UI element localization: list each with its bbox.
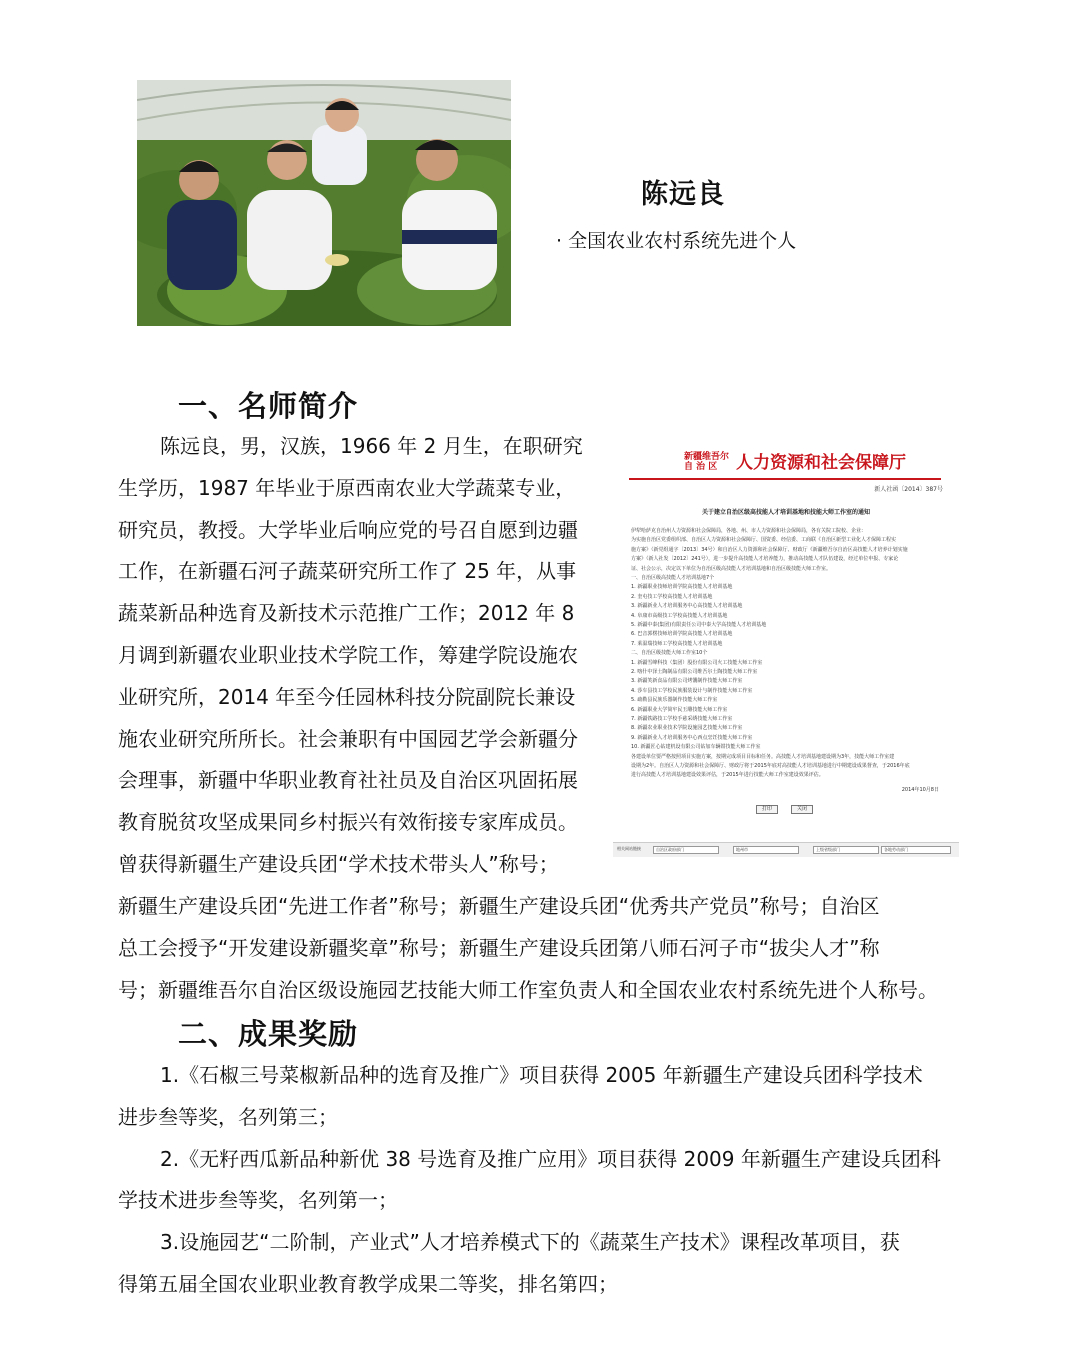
award-line: 进步叁等奖，名列第三；: [118, 1104, 338, 1129]
intro-paragraph: [118, 426, 604, 886]
intro-line: 会理事，新疆中华职业教育社社员及自治区巩固拓展: [118, 768, 578, 793]
notice-date: 2014年10月8日: [901, 787, 939, 793]
profile-photo: [137, 80, 511, 326]
intro-line: 业研究所，2014 年至今任园林科技分院副院长兼设: [118, 684, 576, 709]
notice-print-button[interactable]: 打印: [756, 805, 778, 814]
notice-body-line: 7. 莱温瑞技师工学校高技能人才培训基地: [631, 640, 723, 647]
intro-line: 总工会授予“开发建设新疆奖章”称号；新疆生产建设兵团第八师石河子市“拔尖人才”称: [118, 935, 880, 960]
notice-body-line: 2. 奎屯技工学校高技能人才培训基地: [631, 593, 713, 600]
notice-body-line: 8. 新疆农业职业技术学院设施园艺技能大师工作室: [631, 725, 743, 732]
notice-body-line: 施方案》（新党组通字〔2013〕34号）和自治区人力资源和社会保障厅、财政厅《新疆维吾尔自治区高技能人才培养计划实施: [631, 546, 908, 553]
greenhouse-photo-illustration: [137, 80, 511, 326]
section-heading-intro: 一、名师简介: [178, 389, 359, 423]
intro-line: 号；新疆维吾尔自治区级设施园艺技能大师工作室负责人和全国农业农村系统先进个人称号。: [118, 977, 938, 1002]
notice-link-label: 相关网站链接: [617, 846, 641, 851]
notice-body-line: 为实施自治区党委组织部、自治区人力资源和社会保障厅、国资委、经信委、工商联《自治区新型工业化人才保障工程实: [631, 537, 897, 544]
notice-doc-title: 关于建立自治区级高技能人才培训基地和技能大师工作室的通知: [701, 509, 870, 516]
intro-line: 研究员，教授。大学毕业后响应党的号召自愿到边疆: [118, 517, 578, 542]
intro-line: 工作，在新疆石河子蔬菜研究所工作了 25 年，从事: [118, 559, 577, 584]
notice-body-line: 各建设单位要严格按照项目实施方案，按期完成项目目标和任务。高技能人才培训基地建设期为3年，技能大师工作室建: [631, 753, 895, 760]
notice-select[interactable]: 地州市: [733, 846, 799, 854]
notice-body-line: 3. 新疆新业人才培训服务中心高技能人才培训基地: [631, 603, 743, 610]
notice-close-button[interactable]: 关闭: [791, 805, 813, 814]
intro-line: 蔬菜新品种选育及新技术示范推广工作；2012 年 8: [118, 601, 575, 626]
notice-red-rule: [629, 478, 941, 480]
notice-body-line: 10. 新疆匠心钻建机设有限公司钻加车辆钳技能大师工作室: [631, 744, 761, 751]
award-line: 2.《无籽西瓜新品种新优 38 号选育及推广应用》项目获得 2009 年新疆生产建设兵团科: [160, 1146, 941, 1171]
notice-body-line: 5. 疏勒县民族乐器制作技能大师工作室: [631, 697, 718, 704]
notice-body-line: 设期为2年。自治区人力资源和社会保障厅、财政厅将于2015年底对高技能人才培训基地进行中期建设成果督查，于2016年底: [631, 763, 910, 769]
awards-list: [118, 1055, 968, 1306]
award-line: 得第五届全国农业职业教育教学成果二等奖，排名第四；: [118, 1271, 618, 1296]
notice-body-line: 证、社会公示，决定以下单位为自治区级高技能人才培训基地和自治区级技能大师工作室。: [631, 565, 832, 572]
intro-line: 月调到新疆农业职业技术学院工作，筹建学院设施农: [118, 642, 578, 667]
intro-line: 陈远良，男，汉族，1966 年 2 月生，在职研究: [160, 434, 583, 458]
award-line: 3.设施园艺“二阶制，产业式”人才培养模式下的《蔬菜生产技术》课程改革项目，获: [160, 1230, 900, 1255]
section-heading-awards: 二、成果奖励: [178, 1017, 359, 1051]
intro-paragraph-continued: [118, 886, 968, 1011]
notice-select[interactable]: 自治区政府部门: [653, 846, 719, 854]
award-line: 学技术进步叁等奖，名列第一；: [118, 1188, 398, 1213]
notice-header-region: [684, 452, 729, 472]
notice-header-title: 人力资源和社会保障厅: [736, 453, 906, 473]
government-notice-image: [613, 432, 959, 860]
notice-body-line: 3. 新疆笑新食品有限公司烤馕制作技能大师工作室: [631, 678, 743, 685]
notice-body-line: 一、自治区级高技能人才培训基地7个: [631, 575, 715, 581]
intro-line: 曾获得新疆生产建设兵团“学术技术带头人”称号；: [118, 851, 559, 876]
notice-body-line: 9. 新疆新业人才培训服务中心西点烹饪技能大师工作室: [631, 734, 753, 741]
notice-select[interactable]: 上级省级部门: [813, 846, 879, 854]
intro-line: 施农业研究所所长。社会兼职有中国园艺学会新疆分: [118, 726, 578, 751]
notice-header-small-1: 新疆维吾尔: [684, 452, 730, 462]
intro-line: 教育脱贫攻坚成果同乡村振兴有效衔接专家库成员。: [118, 810, 578, 835]
notice-body-line: 1. 新疆雪峰科技（集团）股份有限公司火工技能大师工作室: [631, 659, 763, 666]
notice-body-line: 二、自治区级技能大师工作室10个: [631, 650, 708, 657]
notice-select[interactable]: 各地劳动部门: [881, 846, 951, 854]
teacher-name: 陈远良: [641, 179, 725, 210]
notice-body-line: 4. 阜康市高级技工学校高技能人才培训基地: [631, 612, 728, 619]
notice-doc-number: 新人社函〔2014〕387号: [874, 486, 943, 493]
teacher-honor: · 全国农业农村系统先进个人: [556, 230, 797, 252]
notice-body-line: 1. 新疆职业技师培训学院高技能人才培训基地: [631, 584, 733, 591]
intro-line: 生学历，1987 年毕业于原西南农业大学蔬菜专业，: [118, 475, 576, 500]
notice-body-line: 方案》（新人社发〔2012〕241号），进一步提升高技能人才培养能力，推动高技能人才队伍建设，经过单位申报、专家论: [631, 556, 899, 563]
notice-header-small-2: 自 治 区: [684, 462, 718, 472]
notice-body-line: 7. 新疆铁路技工学校手慈采绣技能大师工作室: [631, 716, 733, 722]
notice-body-line: 5. 新疆中泰(集团)有限责任公司中泰大学高技能人才培训基地: [631, 622, 767, 628]
notice-body-line: 6. 新疆职业大学简牢民玉雕技能大师工作室: [631, 706, 728, 713]
award-line: 1.《石椒三号菜椒新品种的选育及推广》项目获得 2005 年新疆生产建设兵团科学技术: [160, 1063, 923, 1087]
notice-body-line: 6. 巴音郭楞技师培训学院高技能人才培训基地: [631, 631, 733, 638]
notice-body-line: 2. 喀什中泽土陶制品有限公司维吾尔土陶技能大师工作室: [631, 669, 758, 675]
notice-body-line: 伊犁哈萨克自治州人力资源和社会保障局，各地、州、市人力资源和社会保障局，各有关院工院校、企业：: [631, 528, 867, 534]
intro-line: 新疆生产建设兵团“先进工作者”称号；新疆生产建设兵团“优秀共产党员”称号；自治区: [118, 894, 880, 918]
notice-body-line: 4. 莎车县技工学校民族服装设计与制作技能大师工作室: [631, 687, 753, 694]
notice-body-line: 进行高技能人才培训基地建设效果评估，于2015年进行技能大师工作室建设效果评估。: [631, 772, 824, 779]
